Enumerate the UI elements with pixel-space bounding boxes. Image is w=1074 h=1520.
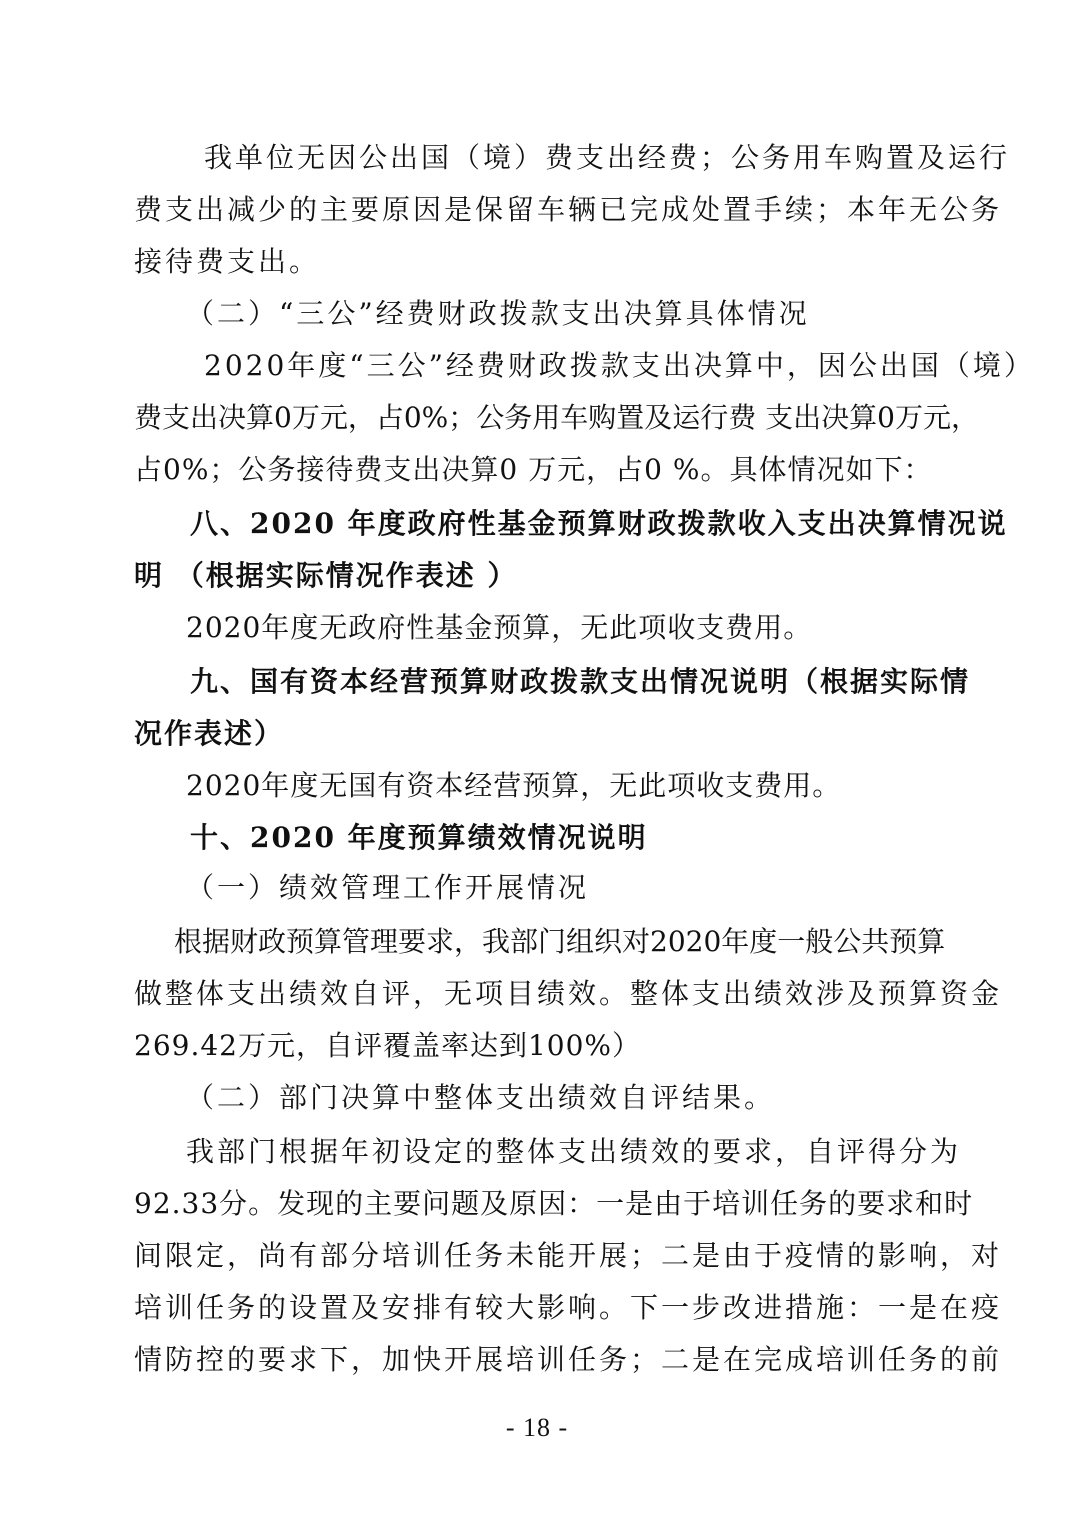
subheading: （二）“三公”经费财政拨款支出决算具体情况 bbox=[186, 297, 810, 330]
paragraph-line: 费支出决算0万元，占0%；公务用车购置及运行费 支出决算0万元， bbox=[134, 401, 979, 434]
paragraph-line: 2020年度无政府性基金预算，无此项收支费用。 bbox=[186, 611, 813, 644]
paragraph-line: 2020年度无国有资本经营预算，无此项收支费用。 bbox=[186, 769, 842, 802]
section-heading: 十、2020 年度预算绩效情况说明 bbox=[190, 821, 648, 854]
paragraph-line: 2020年度“三公”经费财政拨款支出决算中，因公出国（境） bbox=[204, 349, 1035, 382]
subheading: （二）部门决算中整体支出绩效自评结果。 bbox=[186, 1081, 776, 1114]
subheading: （一）绩效管理工作开展情况 bbox=[186, 871, 590, 904]
paragraph-line: 根据财政预算管理要求，我部门组织对2020年度一般公共预算 bbox=[174, 925, 946, 958]
paragraph-line: 情防控的要求下，加快开展培训任务；二是在完成培训任务的前 bbox=[134, 1343, 1003, 1376]
paragraph-line: 接待费支出。 bbox=[134, 245, 321, 278]
paragraph-line: 我部门根据年初设定的整体支出绩效的要求，自评得分为 bbox=[186, 1135, 962, 1168]
page-number: - 18 - bbox=[505, 1413, 569, 1442]
section-heading: 况作表述） bbox=[134, 717, 285, 750]
paragraph-line: 费支出减少的主要原因是保留车辆已完成处置手续；本年无公务 bbox=[134, 193, 1003, 226]
section-heading: 八、2020 年度政府性基金预算财政拨款收入支出决算情况说 bbox=[190, 507, 1008, 540]
paragraph-line: 培训任务的设置及安排有较大影响。下一步改进措施：一是在疫 bbox=[134, 1291, 1003, 1324]
section-heading: 明 （根据实际情况作表述 ） bbox=[134, 559, 518, 592]
paragraph-line: 间限定，尚有部分培训任务未能开展；二是由于疫情的影响，对 bbox=[134, 1239, 1003, 1272]
section-heading: 九、国有资本经营预算财政拨款支出情况说明（根据实际情 bbox=[190, 665, 971, 698]
paragraph-line: 占0%；公务接待费支出决算0 万元，占0 %。具体情况如下： bbox=[134, 453, 933, 486]
paragraph-line: 269.42万元，自评覆盖率达到100%） bbox=[134, 1029, 642, 1062]
paragraph-line: 做整体支出绩效自评，无项目绩效。整体支出绩效涉及预算资金 bbox=[134, 977, 1003, 1010]
paragraph-line: 我单位无因公出国（境）费支出经费；公务用车购置及运行 bbox=[204, 141, 1011, 174]
paragraph-line: 92.33分。发现的主要问题及原因：一是由于培训任务的要求和时 bbox=[134, 1187, 974, 1220]
